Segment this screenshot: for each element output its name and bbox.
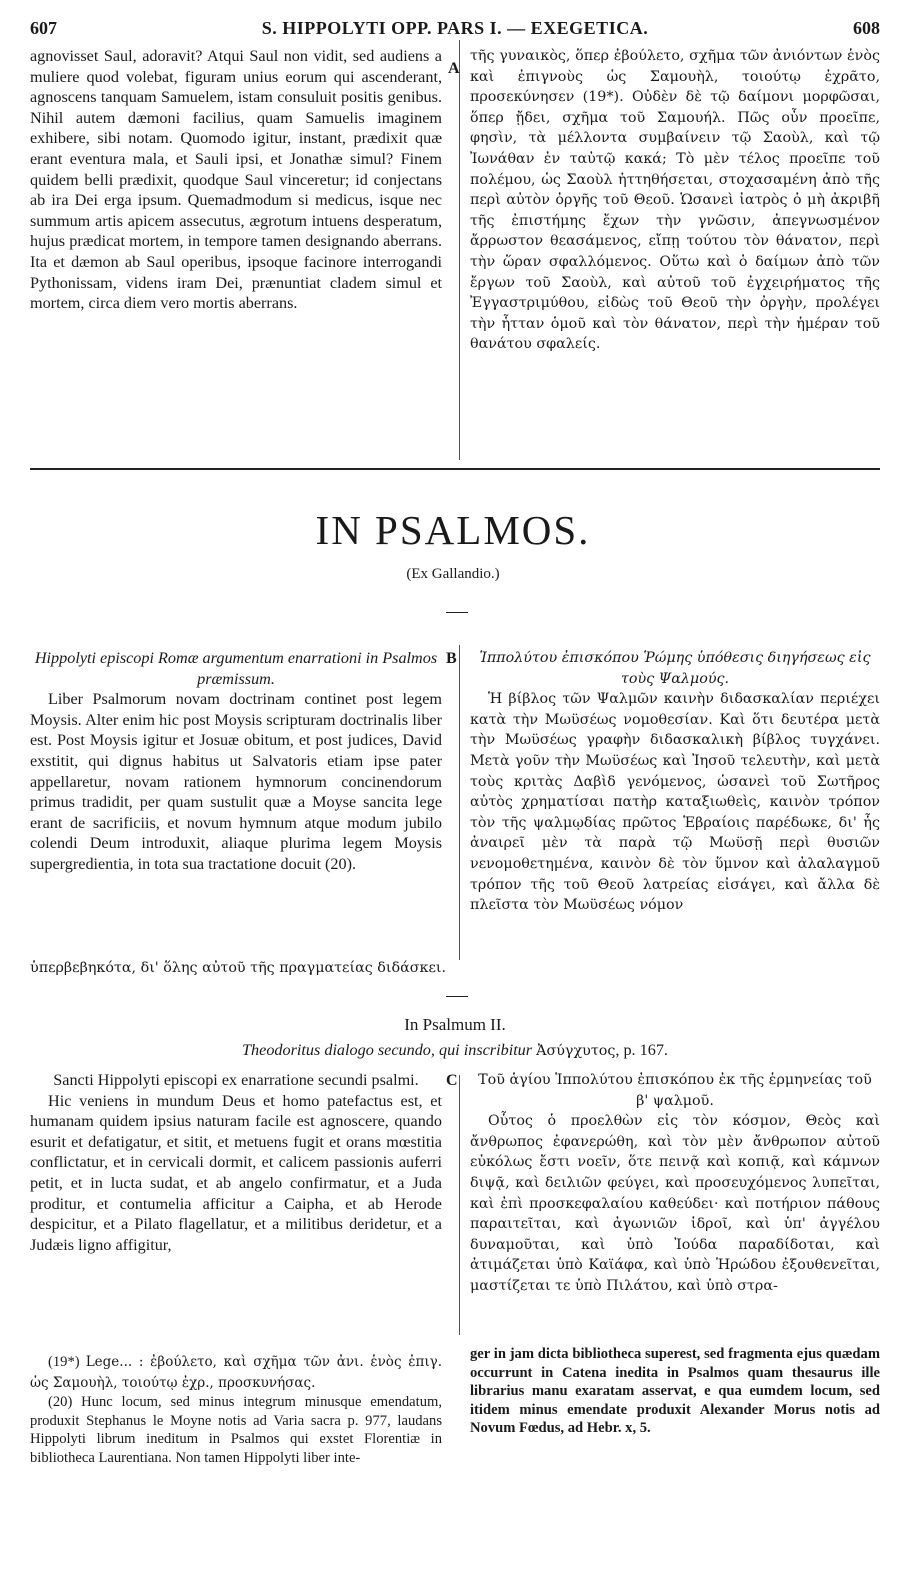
top-latin-column [30,46,442,314]
section2-greek-column [470,1070,880,1297]
section1-greek-tail-text: ὑπερβεβηκότα, δι' ὅλης αὐτοῦ τῆς πραγματείας διδάσκει. [30,960,446,976]
footnote-19-label: (19*) [48,1354,80,1370]
section2-latin-column [30,1070,442,1255]
section1-latin-heading: Hippolyti episcopi Romæ argumentum enarrationi in Psalmos præmissum. [34,649,438,688]
section2-source [30,1040,880,1062]
margin-marker-c: C [446,1072,458,1089]
page-number-left: 607 [30,18,57,38]
footnote-20-continued: ger in jam dicta bibliotheca superest, sed fragmenta ejus quædam occurrunt in Catena inedita in Psalmos quam thesaurus ille librarius manu exaratam asservat, e qua eumdem locum, sed itidem minus emendate produxit Alexander Morus notis ad Novum Fœdus, ad Hebr. x, 5. [470,1346,880,1436]
footnote-20-text: Hunc locum, sed minus integrum minusque emendatum, produxit Stephanus le Moyne notis ad Varia sacra p. 977, laudans Hippolyti librum ineditum in Psalmos qui exstet Florentiæ in bibliotheca Laurentiana. Non tamen Hippolyti liber inte- [30,1394,442,1466]
section2-source-text: Theodoritus dialogo secundo, qui inscribitur [242,1041,533,1059]
margin-marker-b: B [446,650,457,667]
main-title: IN PSALMOS. [315,507,591,553]
running-title: S. HIPPOLYTI OPP. PARS I. — EXEGETICA. [261,18,649,38]
top-greek-text: τῆς γυναικὸς, ὅπερ ἐβούλετο, σχῆμα τῶν ἀνιόντων ἑνὸς καὶ ἐπιγνοὺς ὡς Σαμουὴλ, τοιούτῳ ἐχρᾶτο, προσεκύνησεν (19*). Οὐδὲν δὲ τῷ δαίμονι μορφῶσαι, ὅπερ ᾔδει, σχῆμα τοῦ Σαμουήλ. Πῶς οὖν προεῖπε, φησὶν, τὰ μέλλοντα συμβαίνειν τῷ Σαοὺλ, καὶ τῷ Ἰωνάθαν ἐν ταὐτῷ κακά; Τὸ μὲν τέλος προεῖπε τοῦ πολέμου, ὡς Σαοὺλ ἡττηθήσεται, στοχασαμένη ἀπὸ τῆς περὶ αὐτὸν ὀργῆς τοῦ Θεοῦ. Ὡσανεὶ ἰατρὸς ὁ μὴ ἀκριβῆ τῆς ἐπιστήμης ἔχων τὴν γνῶσιν, ἀπεγνωσμένον ἄρρωστον θεασάμενος, εἴπῃ τούτου τὸν θάνατον, περὶ τὴν ὥραν σφαλλόμενος. Οὕτω καὶ ὁ δαίμων ἀπὸ τῶν ἔργων τοῦ Σαοὺλ, καὶ αὐτοῦ τοῦ ἐγχειρήματος τῆς Ἐγγαστριμύθου, εἰδὼς τοῦ Θεοῦ τὴν ὀργὴν, προλέγει τὴν ἧτταν ὁμοῦ καὶ τὸν θάνατον, περὶ τὴν ἡμέραν τοῦ θανάτου σφαλείς. [470,48,880,353]
section1-greek-heading: Ἱππολύτου ἐπισκόπου Ῥώμης ὑπόθεσις διηγήσεως εἰς τοὺς Ψαλμούς. [479,650,871,687]
page-number-right: 608 [853,18,880,38]
section2-heading: In Psalmum II. [404,1015,506,1034]
section1-latin-text: Liber Psalmorum novam doctrinam continet post legem Moysis. Alter enim hic post Moysis scripturam doctrinalis liber est. Post Moysis igitur et Josuæ obitum, et post judices, David exstitit, qui dignus habitus ut Salvatoris etiam ipse pater appellaretur, novam rationem hymnorum concinendorum primus tradidit, per quam sustulit quæ a Moyse sancita lege erant de sacrificiis, et novum hymnum atque modum jubilo colendi Deum introduxit, aliaque plurima legem Moysis supergredientia, in tota sua tractatione docuit (20). [30,690,442,873]
footnote-19 [30,1352,442,1393]
section-divider [30,468,880,470]
section1-greek-text: Ἡ βίβλος τῶν Ψαλμῶν καινὴν διδασκαλίαν περιέχει κατὰ τὴν Μωϋσέως νομοθεσίαν. Καὶ ὅτι δευτέρα μετὰ τὴν Μωϋσέως γραφὴν διδασκαλικὴ βίβλος τυγχάνει. Μετὰ γοῦν τὴν Μωϋσέως καὶ Ἰησοῦ τελευτὴν, καὶ μετὰ τοὺς κριτὰς Δαβὶδ γενόμενος, ὡσανεὶ τοῦ Σωτῆρος αὐτὸς χρηματίσαι πατὴρ καταξιωθεὶς, καινὸν τρόπον τὸν τῆς ψαλμῳδίας πρῶτος Ἑβραίοις παρέδωκε, δι' ἧς ἀναιρεῖ μὲν τὰ παρὰ τῷ Μωϋσῇ περὶ θυσιῶν νενομοθετημένα, καινὸν δὲ τὸν ὕμνον καὶ ἀλαλαγμοῦ τρόπον τῆς τοῦ Θεοῦ λατρείας εἰσάγει, καὶ ἄλλα δὲ πλεῖστα τὸν Μωϋσέως νόμον [470,691,880,914]
section2-latin-text: Hic veniens in mundum Deus et homo patefactus est, et humanam quidem ipsius naturam facile est agnoscere, quando esurit et defatigatur, et sitit, et metuens fugit et orans mœstitia conflictatur, et in cervicali dormit, et calicem passionis auferri petit, et in lucta sudat, et ab angelo confirmatur, et a Juda proditur, et contumelia afficitur a Caipha, et ab Herode despicitur, et a Pilato flagellatur, et a militibus deridetur, et a Judæis ligno affigitur, [30,1091,442,1254]
footnote-19-text: Lege... : ἐβούλετο, καὶ σχῆμα τῶν ἀνι. ἑνὸς ἐπιγ. ὡς Σαμουὴλ, τοιούτῳ ἐχρ., προσκυνήσας. [30,1354,442,1391]
main-subtitle: (Ex Gallandio.) [406,566,500,582]
short-divider [446,612,468,613]
margin-marker-a: A [448,60,460,77]
section2-greek-heading: Τοῦ ἁγίου Ἱππολύτου ἐπισκόπου ἐκ τῆς ἑρμηνείας τοῦ β' ψαλμοῦ. [478,1072,872,1109]
column-rule [459,40,460,460]
top-latin-text: agnovisset Saul, adoravit? Atqui Saul non vidit, sed audiens a muliere quod volebat, figuram unius eorum qui ascenderant, agnoscens tanquam Samuelem, istam consuluit positis genibus. Nihil autem dæmoni facilius, quam Samuelis imaginem exhibere, sibi notam. Quomodo igitur, instant, prædixit quæ erant eventura mala, et Sauli ipsi, et Jonathæ simul? Finem quidem belli prædixit, quodque Saul vinceretur; id conjectans ab ira Dei erga ipsum. Quemadmodum si medicus, isque nec summum artis apicem assecutus, ægrotum intuens desperatum, hujus prædicat mortem, in tempore tamen designando aberrans. Ita et dæmon ab Saul operibus, ipsoque facinore interrogandi Pythonissam, videns iram Dei, prænuntiat cladem simul et mortem, circa diem vero mortis aberrans. [30,47,442,313]
section1-greek-column [470,648,880,916]
footnote-20 [30,1393,442,1467]
footnotes-right [470,1345,880,1438]
top-greek-column [470,46,880,355]
section2-greek-text: Οὗτος ὁ προελθὼν εἰς τὸν κόσμον, Θεὸς καὶ ἄνθρωπος ἐφανερώθη, καὶ τὸν μὲν ἄνθρωπον αὐτοῦ εὐκόλως ἔστι νοεῖν, ὅτε πεινᾷ καὶ κοπιᾷ, καὶ κάμνων διψᾷ, καὶ δειλιῶν φεύγει, καὶ προσευχόμενος λυπεῖται, καὶ ἐπὶ προσκεφαλαίου καθεύδει· καὶ ποτήριον πάθους παραιτεῖται, καὶ ἀγωνιῶν ἱδροῖ, καὶ ὑπ' ἀγγέλου δυναμοῦται, καὶ ὑπὸ Ἰούδα παραδίδοται, καὶ ἀτιμάζεται ὑπὸ Καϊάφα, καὶ ὑπὸ Ἡρώδου ἐξουθενεῖται, μαστίζεται τε ὑπὸ Πιλάτου, καὶ ὑπὸ στρα- [470,1113,880,1294]
short-divider [446,996,468,997]
running-header [30,18,880,44]
section2-latin-heading: Sancti Hippolyti episcopi ex enarratione secundi psalmi. [53,1071,419,1089]
section2-source-page: , p. 167. [615,1041,668,1059]
section1-latin-column [30,648,442,875]
column-rule [459,645,460,960]
column-rule [459,1075,460,1335]
footnote-20-label: (20) [48,1394,73,1411]
section2-source-greek: Ἀσύγχυτος [536,1043,616,1059]
section1-greek-tail [30,958,880,979]
footnotes-left [30,1352,442,1467]
